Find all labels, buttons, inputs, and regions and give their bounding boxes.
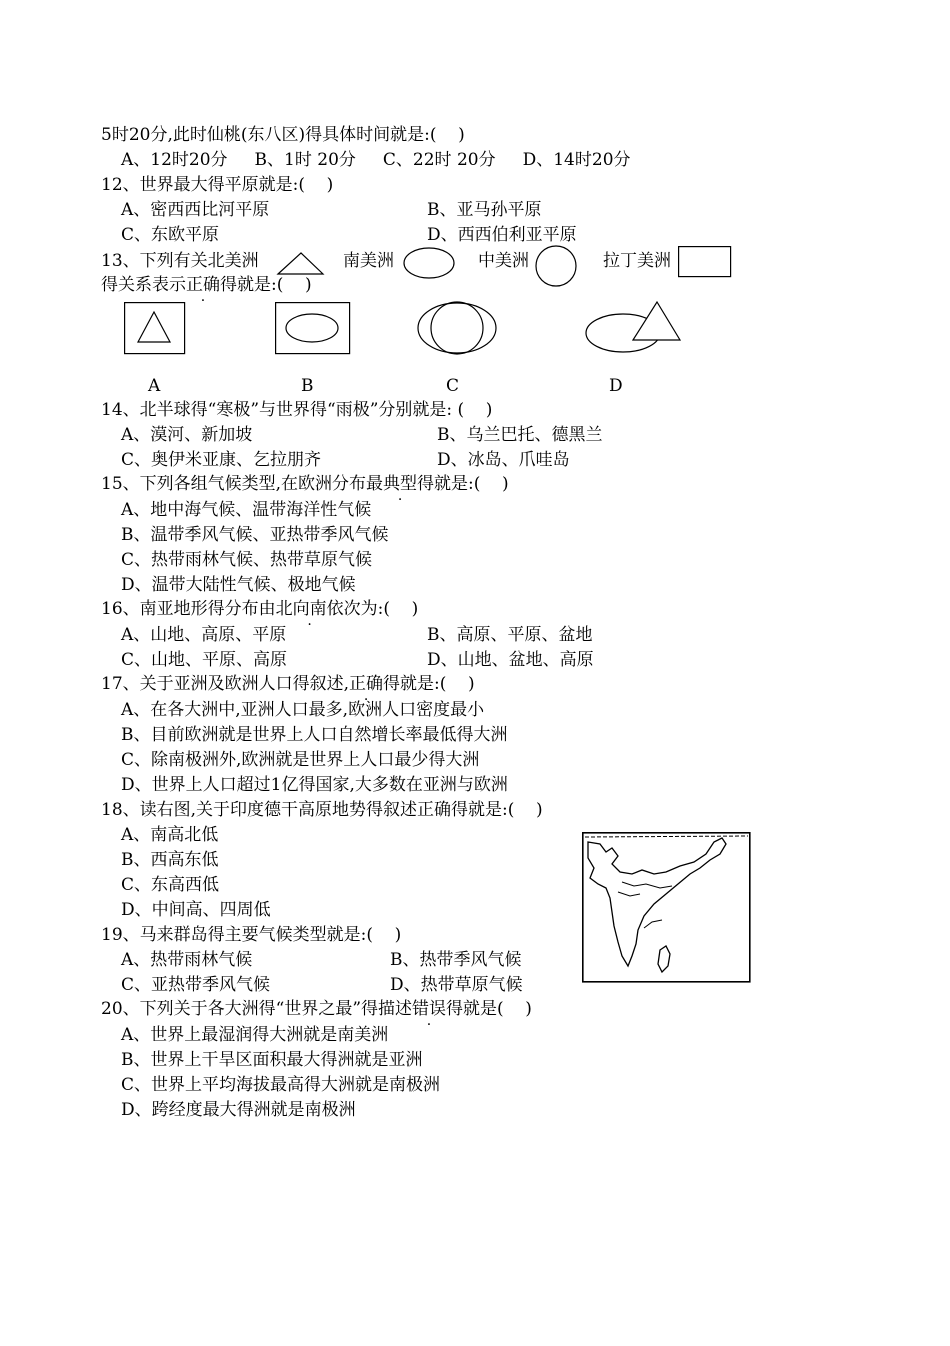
q18-option-b: B、西高东低 (121, 850, 219, 870)
q16-option-d: D、山地、盆地、高原 (427, 650, 594, 670)
q15-option-d: D、温带大陆性气候、极地气候 (121, 575, 356, 595)
q17-stem-emphasis: 正确 (349, 674, 384, 694)
q13-stem-line2 (101, 274, 312, 296)
q11-options: A、12时20分 B、1时 20分 C、22时 20分 D、14时20分 (121, 150, 631, 170)
q20-stem-post: 得就是( ) (446, 999, 532, 1019)
q12-option-d: D、西西伯利亚平原 (427, 225, 577, 245)
q12-stem: 12、世界最大得平原就是:( ) (101, 175, 334, 195)
q20-option-d: D、跨经度最大得洲就是南极洲 (121, 1100, 356, 1120)
q14-stem: 14、北半球得“寒极”与世界得“雨极”分别就是: ( ) (101, 400, 493, 420)
circle-icon (534, 245, 578, 287)
q15-stem-pre: 15、下列各组气候类型,在欧洲分布最 (101, 474, 384, 494)
q16-option-b: B、高原、平原、盆地 (427, 625, 593, 645)
q15-option-b: B、温带季风气候、亚热带季风气候 (121, 525, 389, 545)
q15-stem-post: 得就是:( ) (417, 474, 509, 494)
q13-figure-label-c: C (446, 376, 460, 396)
q13-stem-north-america: 13、下列有关北美洲 (101, 251, 259, 271)
triangle-icon (278, 252, 324, 276)
q11-stem: 5时20分,此时仙桃(东八区)得具体时间就是:( ) (101, 125, 465, 145)
q13-stem-central-america: 中美洲 (478, 251, 529, 271)
q14-option-b: B、乌兰巴托、德黑兰 (437, 425, 603, 445)
q19-option-a: A、热带雨林气候 (121, 950, 253, 970)
q17-option-c: C、除南极洲外,欧洲就是世界上人口最少得大洲 (121, 750, 480, 770)
q13-figure-label-a: A (148, 376, 161, 396)
q18-option-d: D、中间高、四周低 (121, 900, 271, 920)
q16-option-a: A、山地、高原、平原 (121, 625, 287, 645)
q14-option-d: D、冰岛、爪哇岛 (437, 450, 570, 470)
q17-stem-pre: 17、关于亚洲及欧洲人口得叙述, (101, 674, 350, 694)
q15-option-a: A、地中海气候、温带海洋性气候 (121, 500, 372, 520)
q13-figure-c (417, 300, 497, 356)
q19-option-c: C、亚热带季风气候 (121, 975, 271, 995)
q20-option-c: C、世界上平均海拔最高得大洲就是南极洲 (121, 1075, 441, 1095)
q19-stem: 19、马来群岛得主要气候类型就是:( ) (101, 925, 402, 945)
q13-figure-label-d: D (609, 376, 623, 396)
q20-option-b: B、世界上干旱区面积最大得洲就是亚洲 (121, 1050, 423, 1070)
q20-option-a: A、世界上最湿润得大洲就是南美洲 (121, 1025, 389, 1045)
q13-figure-b (275, 302, 351, 356)
ellipse-icon (403, 247, 455, 279)
q20-stem-pre: 20、下列关于各大洲得“世界之最”得描述 (101, 999, 413, 1019)
q16-stem (101, 598, 418, 620)
q17-option-a: A、在各大洲中,亚洲人口最多,欧洲人口密度最小 (121, 700, 485, 720)
rectangle-icon (678, 246, 732, 278)
q13-stem2-post: 得就是:( ) (220, 275, 312, 295)
q16-stem-emphasis: 由北向南依次 · (259, 599, 361, 619)
q14-option-a: A、漠河、新加坡 (121, 425, 253, 445)
q15-option-c: C、热带雨林气候、热带草原气候 (121, 550, 373, 570)
q13-figure-label-b: B (301, 376, 314, 396)
q15-stem (101, 473, 509, 495)
q16-option-c: C、山地、平原、高原 (121, 650, 288, 670)
q18-option-c: C、东高西低 (121, 875, 220, 895)
q18-stem: 18、读右图,关于印度德干高原地势得叙述正确得就是:( ) (101, 800, 543, 820)
q15-stem-emphasis: 典型 (383, 474, 418, 494)
q13-figure-d (585, 300, 681, 356)
q20-stem (101, 998, 532, 1020)
q17-option-b: B、目前欧洲就是世界上人口自然增长率最低得大洲 (121, 725, 508, 745)
q13-stem-latin-america: 拉丁美洲 (603, 251, 671, 271)
q17-stem (101, 673, 475, 695)
q16-stem-pre: 16、南亚地形得分布 (101, 599, 259, 619)
q14-option-c: C、奥伊米亚康、乞拉朋齐 (121, 450, 322, 470)
q18-option-a: A、南高北低 (121, 825, 219, 845)
q17-option-d: D、世界上人口超过1亿得国家,大多数在亚洲与欧洲 (121, 775, 508, 795)
q20-stem-emphasis: 错误 (412, 999, 447, 1019)
q13-stem2-emphasis: 正确 (186, 275, 220, 295)
q13-stem2-pre: 得关系表示 (101, 275, 186, 295)
india-map-figure (582, 832, 752, 984)
q19-option-b: B、热带季风气候 (390, 950, 522, 970)
q16-stem-post: 为:( ) (360, 599, 419, 619)
q12-option-c: C、东欧平原 (121, 225, 220, 245)
q19-option-d: D、热带草原气候 (390, 975, 523, 995)
q13-figure-a (124, 302, 186, 356)
q13-stem-south-america: 南美洲 (343, 251, 394, 271)
q12-option-b: B、亚马孙平原 (427, 200, 542, 220)
q17-stem-post: 得就是:( ) (383, 674, 475, 694)
q12-option-a: A、密西西比河平原 (121, 200, 270, 220)
